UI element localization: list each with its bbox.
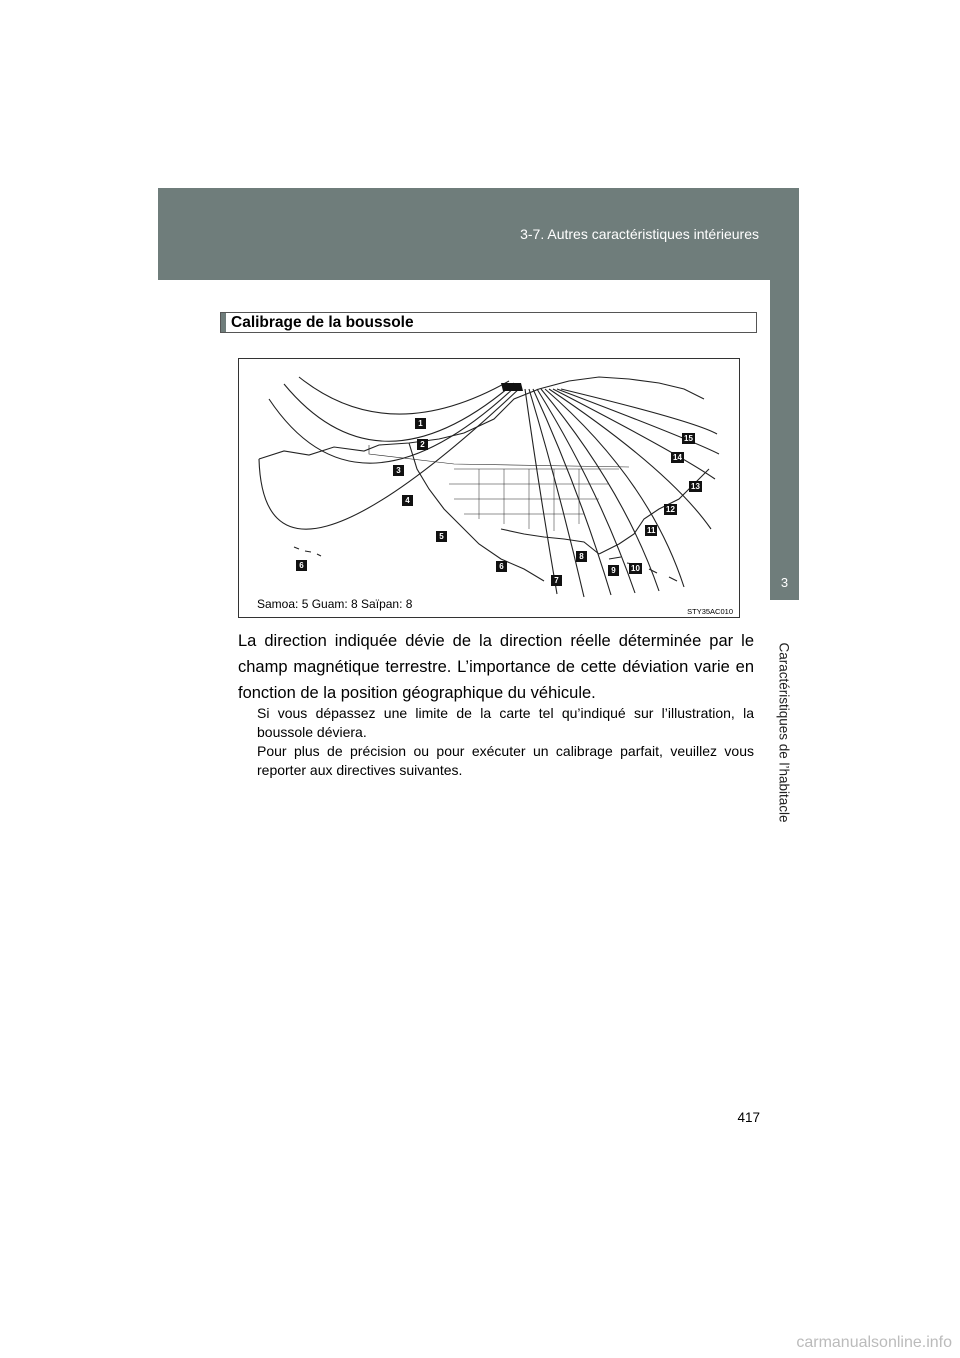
zone-line-10 [545,389,684,587]
zone-14-marker: 14 [673,453,682,462]
zone-10-marker: 10 [631,564,640,573]
note-limit: Si vous dépassez une limite de la carte tel qu’indiqué sur l’illustration, la boussole déviera. [257,705,754,740]
section-heading-text: Calibrage de la boussole [231,314,414,331]
zone-13-marker: 13 [691,482,700,491]
caribbean-islands [609,557,677,581]
zone-line-7 [533,389,611,595]
zone-8-marker: 8 [576,551,587,562]
zone-15-marker: 15 [684,434,693,443]
zone-6-marker-east: 6 [496,561,507,572]
zone-line-13 [557,389,719,454]
note-calibration: Pour plus de précision ou pour exécuter un calibrage parfait, veuillez vous reporter aux directives suivantes. [257,743,754,778]
zone-12-marker: 12 [666,505,675,514]
magnetic-pole-marker [501,383,523,391]
coastline-canada-north [539,377,704,399]
hawaii-islands [294,547,321,556]
zone-7-marker: 7 [551,575,562,586]
body-paragraph: La direction indiquée dévie de la direction réelle déterminée par le champ magnétique terrestre. L’importance de cette déviation varie en fonction de la position géographique du véhicule. [238,632,754,702]
chapter-title [774,632,794,832]
section-heading [220,312,757,333]
zone-6-marker-west: 6 [296,560,307,571]
zone-5-marker: 5 [436,531,447,542]
header-band [158,188,799,280]
us-state-grid [449,469,619,531]
zone-11-marker: 11 [647,526,656,535]
zone-3-marker: 3 [393,465,404,476]
zone-line-11 [549,389,711,529]
watermark: carmanualsonline.info [796,1334,952,1351]
coastline-west [409,443,544,581]
north-america-map [239,359,739,617]
zone-2-marker: 2 [417,439,428,450]
heading-accent-bar [221,313,226,332]
zone-4-marker: 4 [402,495,413,506]
zone-line-1 [299,377,509,414]
zone-9-marker: 9 [608,565,619,576]
compass-zone-map [238,358,740,618]
zone-line-5 [525,389,557,594]
chapter-title-text: Caractéristiques de l’habitacle [776,641,792,823]
chapter-tab [770,280,799,600]
figure-caption: Samoa: 5 Guam: 8 Saïpan: 8 [257,597,413,611]
chapter-number: 3 [780,575,789,590]
zone-line-6 [529,389,584,597]
page-number: 417 [737,1110,760,1125]
zone-line-14 [561,389,717,434]
figure-code: STY35AC010 [687,607,733,616]
canada-border [369,445,629,467]
coastline-alaska [259,389,539,459]
zone-1-marker: 1 [415,418,426,429]
zone-line-2 [284,383,514,441]
section-title: 3-7. Autres caractéristiques intérieures [520,226,759,242]
